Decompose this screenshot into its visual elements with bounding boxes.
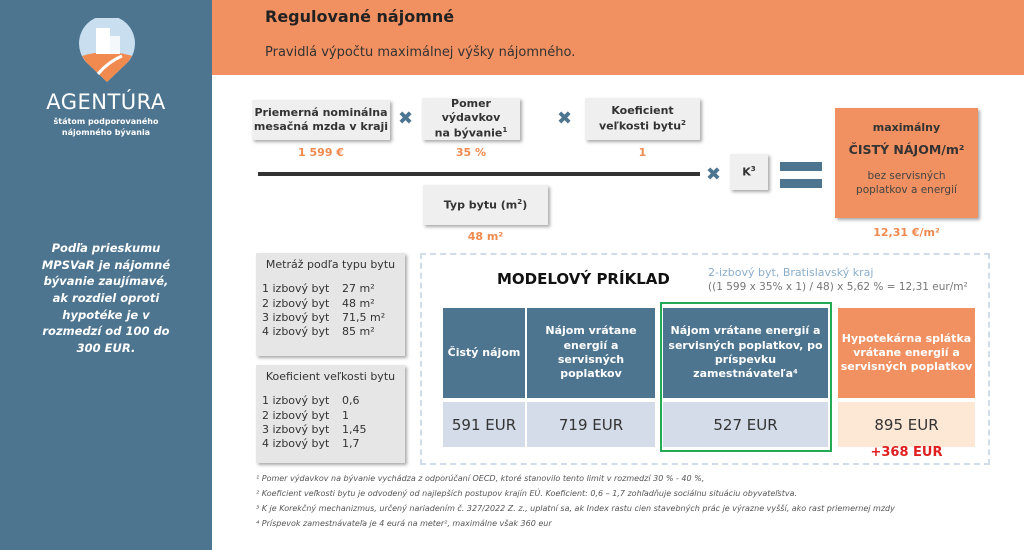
footnote: ² Koeficient veľkosti bytu je odvodený od najlepších postupov krajín EÚ. Koeficient: 0,6 – 1,7 zohľadňuje sociálnu situáciu obyvateľstva. bbox=[256, 489, 798, 498]
area-table bbox=[256, 253, 405, 356]
row-cell: 2 izbový byt bbox=[262, 296, 330, 310]
row-cell: 71,5 m² bbox=[342, 310, 386, 324]
equals-icon bbox=[780, 162, 822, 171]
row-cell: 3 izbový byt bbox=[262, 310, 330, 324]
row-cell: 27 m² bbox=[342, 282, 375, 296]
page-subtitle: Pravidlá výpočtu maximálnej výšky nájomného. bbox=[265, 45, 576, 60]
row-cell: 1 izbový byt bbox=[262, 394, 330, 408]
multiply-icon: ✖ bbox=[398, 108, 414, 129]
result-note: bez servisných poplatkov a energií bbox=[856, 170, 957, 197]
ratio-box: Pomer výdavkov na bývanie$^1$ bbox=[422, 98, 520, 140]
multiply-icon: ✖ bbox=[557, 108, 573, 129]
row-cell: 4 izbový byt bbox=[262, 437, 330, 451]
sidebar-note: Podľa prieskumu MPSVaR je nájomné bývanie zaujímavé, ak rozdiel oproti hypotéke je v rozmedzí od 100 do 300 EUR. bbox=[41, 241, 171, 356]
row-cell: 2 izbový byt bbox=[262, 408, 330, 422]
table-row bbox=[262, 297, 399, 311]
result-box bbox=[835, 108, 978, 218]
area-table-title: Metráž podľa typu bytu bbox=[265, 258, 396, 271]
example-title: MODELOVÝ PRÍKLAD bbox=[497, 270, 670, 288]
table-row bbox=[262, 325, 399, 339]
cell-value: 719 EUR bbox=[527, 402, 655, 447]
row-cell: 48 m² bbox=[342, 296, 375, 310]
example-subtitle: 2-izbový byt, Bratislavský kraj bbox=[708, 266, 874, 279]
result-label: maximálny bbox=[872, 121, 941, 134]
col-header: Nájom vrátane energií a servisných poplatkov bbox=[527, 308, 655, 398]
highlight-frame bbox=[660, 302, 832, 452]
difference-value: +368 EUR bbox=[870, 445, 943, 460]
footnote: ¹ Pomer výdavkov na bývanie vychádza z odporúčaní OECD, ktoré stanovilo tento limit v rozmedzí 30 % - 40 %, bbox=[256, 474, 705, 483]
agency-logo-icon bbox=[78, 18, 136, 84]
table-row bbox=[262, 409, 399, 423]
multiply-icon: ✖ bbox=[706, 164, 722, 185]
cell-value: 527 EUR bbox=[663, 402, 828, 447]
row-cell: 4 izbový byt bbox=[262, 325, 330, 339]
example-formula: ((1 599 x 35% x 1) / 48) x 5,62 % = 12,31 eur/m² bbox=[708, 281, 968, 293]
table-row bbox=[262, 311, 399, 325]
k-box: $K^3$ bbox=[730, 154, 768, 190]
result-value: 12,31 €/m² bbox=[873, 226, 940, 239]
row-cell: 1,7 bbox=[342, 437, 360, 451]
coef-box: Koeficient veľkosti bytu$^2$ bbox=[585, 98, 700, 140]
coef-table bbox=[256, 365, 405, 463]
coef-table-title: Koeficient veľkosti bytu bbox=[265, 370, 396, 383]
brand-sub: nájomného bývania bbox=[61, 128, 151, 137]
brand-name: AGENTÚRA bbox=[46, 90, 166, 114]
cell-value: 895 EUR bbox=[838, 402, 975, 447]
wage-value: 1 599 € bbox=[298, 146, 344, 159]
row-cell: 1,45 bbox=[342, 422, 367, 436]
type-box: Typ bytu $(m^2)$ bbox=[423, 185, 548, 225]
fraction-line bbox=[258, 172, 700, 176]
footnote: ⁴ Príspevok zamestnávateľa je 4 eurá na meter², maximálne však 360 eur bbox=[256, 519, 552, 528]
row-cell: 3 izbový byt bbox=[262, 422, 330, 436]
brand-sub: štátom podporovaného bbox=[53, 117, 159, 126]
type-value: 48 m² bbox=[467, 230, 504, 243]
table-row bbox=[262, 394, 399, 408]
col-header: Nájom vrátane energií a servisných poplatkov, po príspevku zamestnávateľa⁴ bbox=[663, 308, 828, 398]
page-title: Regulované nájomné bbox=[265, 7, 455, 26]
col-header: Čistý nájom bbox=[443, 308, 525, 398]
row-cell: 85 m² bbox=[342, 325, 375, 339]
equals-icon bbox=[780, 179, 822, 188]
wage-box: Priemerná nominálna mesačná mzda v kraji bbox=[252, 100, 390, 140]
result-title: ČISTÝ NÁJOM/m² bbox=[848, 142, 965, 157]
row-cell: 0,6 bbox=[342, 394, 360, 408]
row-cell: 1 izbový byt bbox=[262, 282, 330, 296]
header bbox=[212, 0, 1024, 75]
col-header: Hypotekárna splátka vrátane energií a servisných poplatkov bbox=[838, 308, 975, 398]
row-cell: 1 bbox=[342, 408, 349, 422]
footnote: ³ K je Korekčný mechanizmus, určený nariadením č. 327/2022 Z. z., uplatní sa, ak Index rastu cien stavebných prác je výrazne vyšší, ako rast priemernej mzdy bbox=[256, 504, 895, 513]
coef-value: 1 bbox=[638, 146, 647, 159]
cell-value: 591 EUR bbox=[443, 402, 525, 447]
sidebar bbox=[0, 0, 212, 550]
table-row bbox=[262, 423, 399, 437]
ratio-value: 35 % bbox=[455, 146, 487, 159]
table-row bbox=[262, 282, 399, 296]
table-row bbox=[262, 437, 399, 451]
